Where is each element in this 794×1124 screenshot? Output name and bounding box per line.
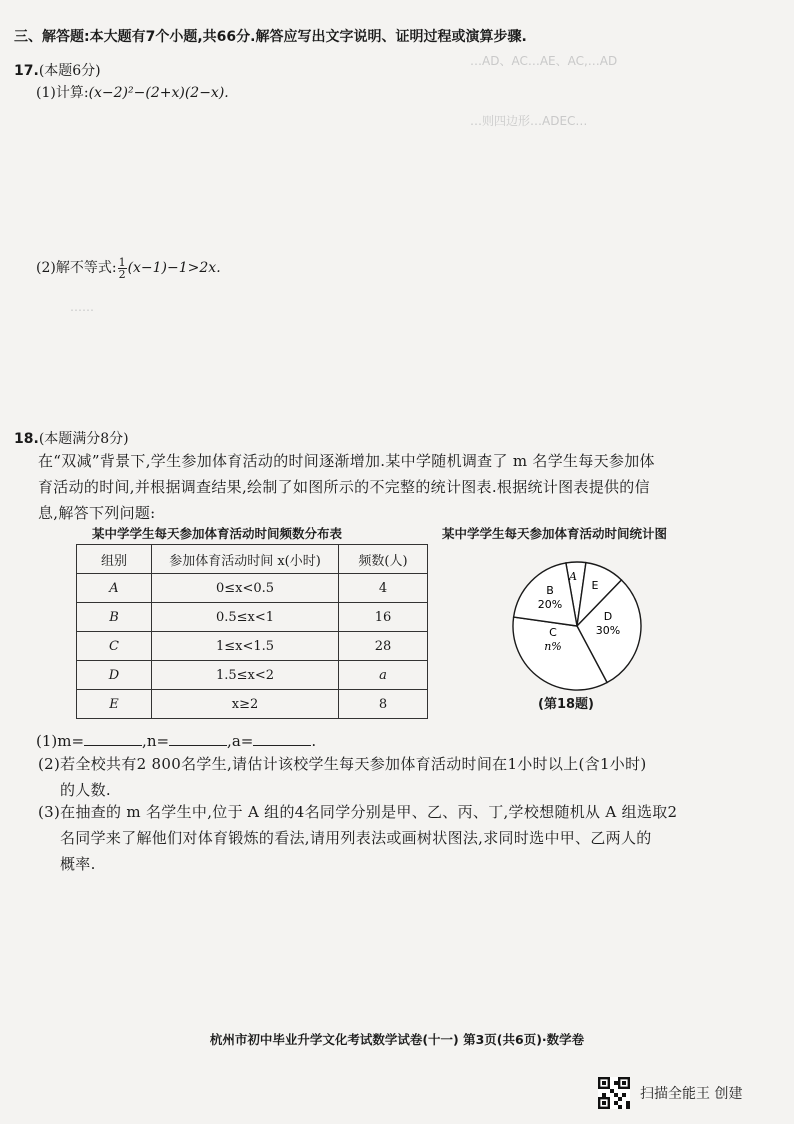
- pie-pct-d: 30%: [595, 624, 621, 637]
- question-17-part-1: [36, 82, 229, 104]
- frequency-cell: a: [339, 661, 428, 690]
- group-cell: E: [77, 690, 152, 719]
- table-row: [77, 603, 428, 632]
- question-number: 17.: [14, 63, 39, 79]
- pie-label-a: A: [569, 570, 577, 583]
- figure-caption: (第18题): [538, 697, 594, 712]
- fraction-denominator: 2: [118, 267, 126, 281]
- question-number: 18.: [14, 431, 39, 447]
- table-row: [77, 690, 428, 719]
- bleed-through-text: …AD、AC…AE、AC,…AD: [470, 54, 618, 68]
- pie-label-b: B: [546, 584, 554, 597]
- page-footer: 杭州市初中毕业升学文化考试数学试卷(十一) 第3页(共6页)·数学卷: [209, 1032, 585, 1047]
- answer-blank-m[interactable]: [84, 731, 142, 746]
- question-18-header: [14, 428, 129, 450]
- fraction: [118, 257, 127, 280]
- bleed-through-text: ……: [70, 300, 94, 314]
- question-points: (本题满分8分): [38, 431, 129, 447]
- group-cell: C: [77, 632, 152, 661]
- table-header-row: [77, 545, 428, 574]
- column-header: 组别: [77, 545, 152, 574]
- answer-blank-a[interactable]: [253, 731, 311, 746]
- pie-label-d: D: [603, 610, 613, 623]
- range-cell: 1.5≤x<2: [152, 661, 339, 690]
- column-header: 参加体育活动时间 x(小时): [152, 545, 339, 574]
- question-line: 概率.: [60, 855, 96, 873]
- fraction-numerator: 1: [118, 255, 126, 269]
- question-18-intro: [38, 448, 738, 526]
- intro-line: 息,解答下列问题:: [38, 504, 156, 522]
- sub-question-1: [36, 730, 316, 752]
- column-header: 频数(人): [339, 545, 428, 574]
- question-line: (3)在抽查的 m 名学生中,位于 A 组的4名同学分别是甲、乙、丙、丁,学校想随机从 A 组选取2: [38, 803, 678, 821]
- question-line: (2)若全校共有2 800名学生,请估计该校学生每天参加体育活动时间在1小时以上(含1小时): [38, 755, 647, 773]
- answer-label-n: ,n=: [142, 732, 170, 750]
- section-header: 三、解答题:本大题有7个小题,共66分.解答应写出文字说明、证明过程或演算步骤.: [14, 29, 527, 45]
- frequency-cell: 8: [339, 690, 428, 719]
- range-cell: 0≤x<0.5: [152, 574, 339, 603]
- range-cell: 1≤x<1.5: [152, 632, 339, 661]
- frequency-cell: 4: [339, 574, 428, 603]
- question-line: 名同学来了解他们对体育锻炼的看法,请用列表法或画树状图法,求同时选中甲、乙两人的: [60, 829, 652, 847]
- table-title: 某中学学生每天参加体育活动时间频数分布表: [92, 526, 343, 541]
- pie-pct-c: n%: [544, 640, 562, 653]
- table-row: [77, 574, 428, 603]
- chart-title: 某中学学生每天参加体育活动时间统计图: [442, 526, 668, 541]
- answer-blank-n[interactable]: [169, 731, 227, 746]
- group-cell: B: [77, 603, 152, 632]
- question-line: 的人数.: [60, 781, 111, 799]
- intro-line: 在“双减”背景下,学生参加体育活动的时间逐渐增加.某中学随机调查了 m 名学生每天参加体: [38, 452, 655, 470]
- part-label: (1)计算:: [36, 85, 89, 101]
- part-label: (2)解不等式:: [36, 260, 117, 276]
- scanner-watermark: 扫描全能王 创建: [640, 1086, 743, 1102]
- range-cell: x≥2: [152, 690, 339, 719]
- question-17-part-2: [36, 254, 221, 282]
- pie-label-e: E: [591, 579, 599, 592]
- answer-end: .: [311, 732, 317, 750]
- qr-code-icon: [598, 1077, 630, 1109]
- question-17-header: [14, 60, 101, 82]
- table-row: [77, 661, 428, 690]
- intro-line: 育活动的时间,并根据调查结果,绘制了如图所示的不完整的统计图表.根据统计图表提供的信: [38, 478, 650, 496]
- answer-label-m: (1)m=: [36, 732, 85, 750]
- pie-pct-b: 20%: [537, 598, 563, 611]
- group-cell: A: [77, 574, 152, 603]
- sub-question-3: [38, 799, 738, 877]
- math-expression: (x−1)−1>2x.: [127, 260, 221, 276]
- frequency-table: [76, 544, 428, 719]
- math-expression: (x−2)²−(2+x)(2−x).: [88, 85, 229, 101]
- group-cell: D: [77, 661, 152, 690]
- pie-chart: [507, 556, 647, 696]
- table-row: [77, 632, 428, 661]
- sub-question-2: [38, 751, 738, 803]
- question-points: (本题6分): [38, 63, 101, 79]
- frequency-cell: 28: [339, 632, 428, 661]
- range-cell: 0.5≤x<1: [152, 603, 339, 632]
- frequency-cell: 16: [339, 603, 428, 632]
- answer-label-a: ,a=: [227, 732, 254, 750]
- bleed-through-text: …则四边形…ADEC…: [470, 114, 588, 128]
- pie-label-c: C: [549, 626, 557, 639]
